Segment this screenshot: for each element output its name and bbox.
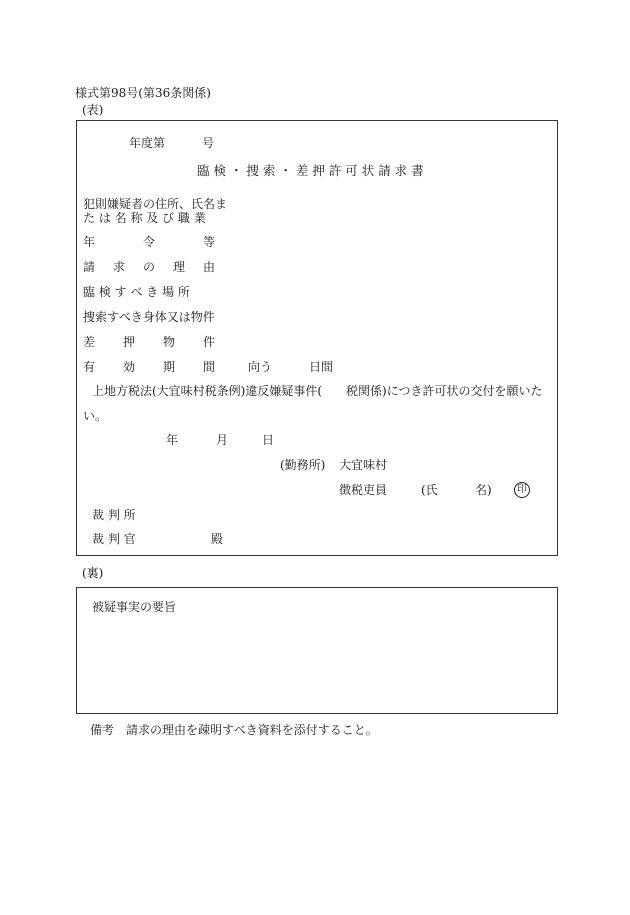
name-close: 名) [475,483,492,497]
reason-char: 請 [83,260,96,274]
workplace-value: 大宜味村 [339,458,388,472]
age-char: 令 [143,235,156,249]
front-form-box [76,120,558,556]
official-label: 徴税吏員 [339,483,388,497]
age-char: 年 [83,235,96,249]
validity-char: 期 [163,360,176,374]
validity-char: 効 [123,360,136,374]
back-form-box [76,587,558,714]
reason-char: の [143,260,156,274]
seized-char: 押 [123,335,136,349]
workplace-label: (勤務所) [280,458,326,472]
suspect-label-line1: 犯則嫌疑者の住所、氏名ま [83,197,228,211]
seized-char: 差 [83,335,96,349]
date-day: 日 [262,433,275,447]
age-char: 等 [203,235,216,249]
note-text: 備考 請求の理由を疎明すべき資料を添付すること。 [90,723,378,737]
reason-char: 由 [203,260,216,274]
form-title: 臨 検 ・ 捜 索 ・ 差 押 許 可 状 請 求 書 [197,163,424,178]
seal-mark: 印 [514,482,530,498]
back-label: (裏) [82,566,104,580]
request-statement-line2: い。 [83,409,108,423]
seized-char: 件 [203,335,216,349]
name-open: (氏 [421,483,438,497]
date-month: 月 [216,433,229,447]
seized-char: 物 [163,335,176,349]
reason-char: 求 [113,260,126,274]
validity-char: 間 [203,360,216,374]
validity-suffix: 日間 [309,360,334,374]
form-number: 様式第98号(第36条関係) [75,86,211,100]
judge-suffix: 殿 [211,532,224,546]
court-label: 裁 判 所 [92,508,136,522]
search-target-label: 捜索すべき身体又は物件 [83,310,215,324]
inspection-place-label: 臨 検 す べ き 場 所 [83,285,190,299]
year-label: 年度第 [129,136,166,150]
reason-char: 理 [173,260,186,274]
request-statement-line1: 上地方税法(大宜味村税条例)違反嫌疑事件( 税関係)につき許可状の交付を願いた [92,384,543,398]
suspect-label-line2: た は 名 称 及 び 職 業 [83,211,206,225]
validity-prefix: 向う [248,360,273,374]
number-label: 号 [202,136,215,150]
judge-label: 裁 判 官 [92,532,136,546]
front-label: (表) [82,103,104,117]
date-year: 年 [166,433,179,447]
summary-label: 被疑事実の要旨 [92,600,177,614]
validity-char: 有 [83,360,96,374]
